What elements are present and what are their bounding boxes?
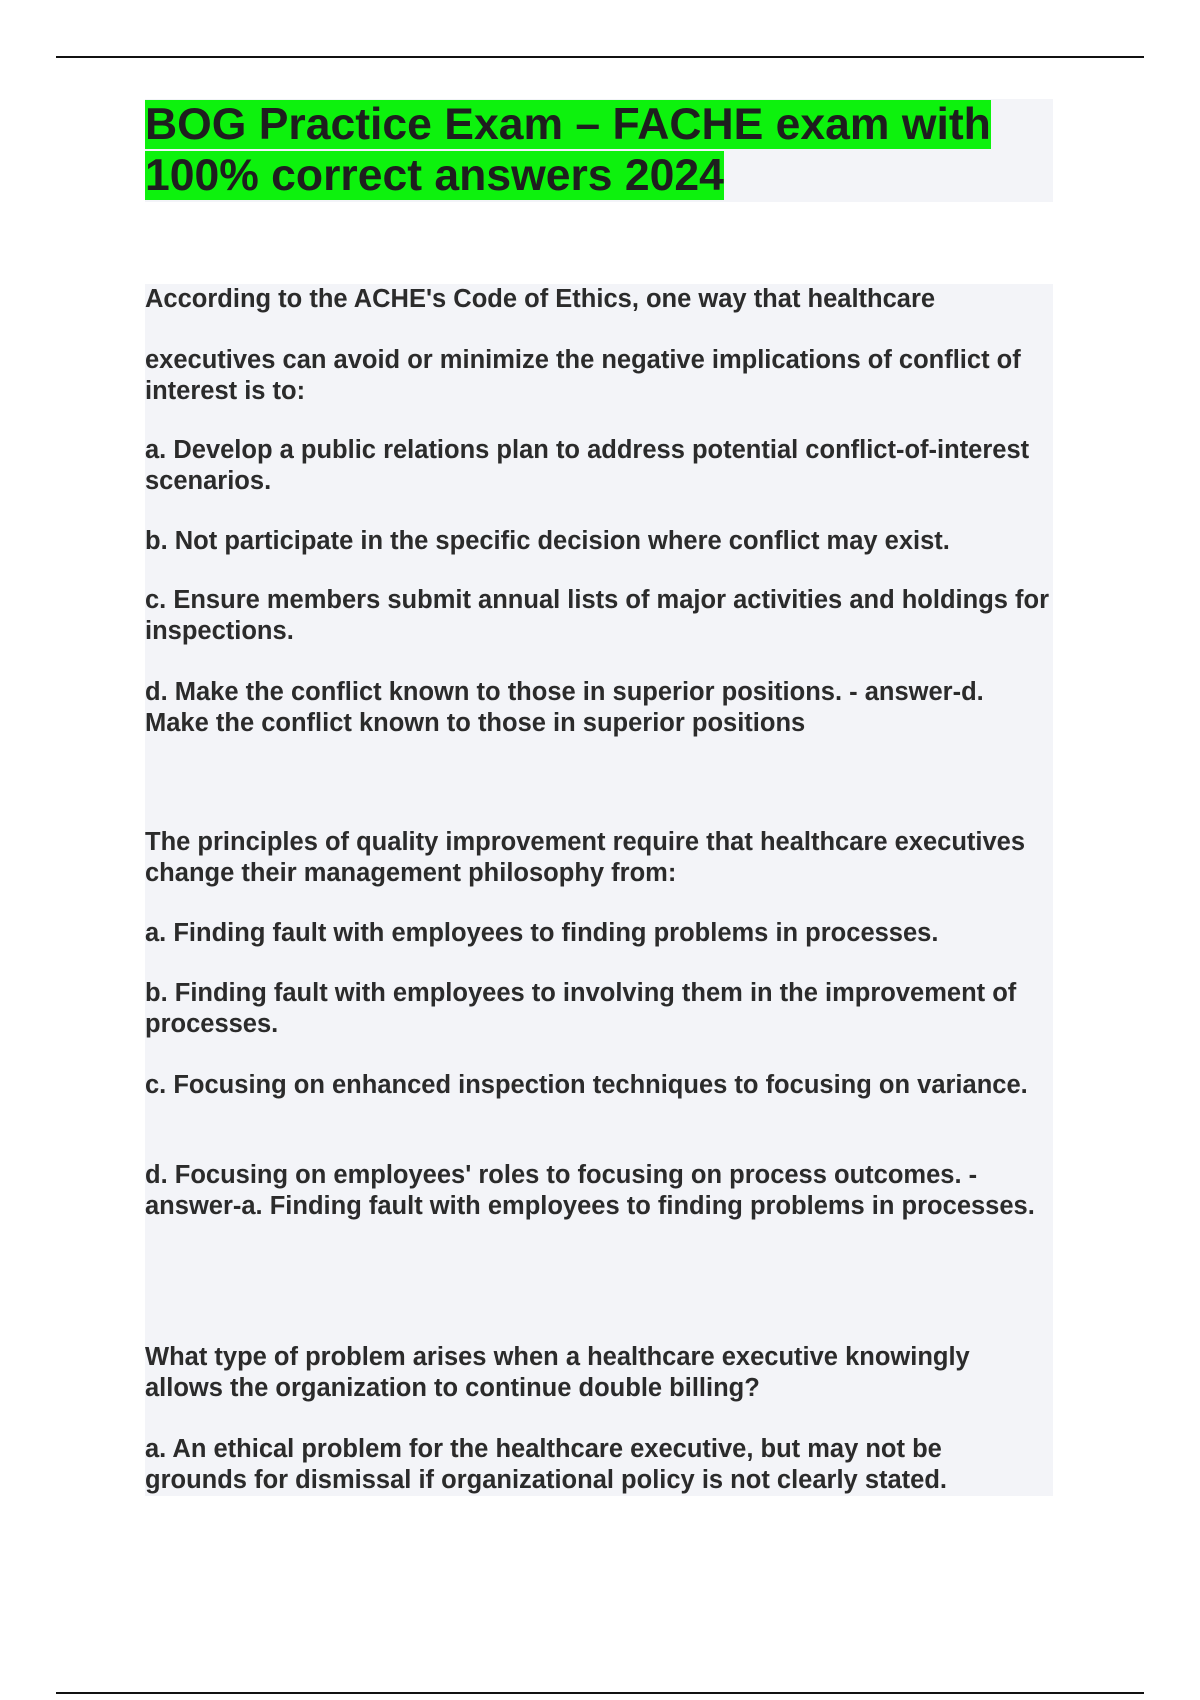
question-2-option-a: a. Finding fault with employees to finding problems in processes.	[145, 919, 939, 947]
bottom-rule	[56, 1692, 1144, 1694]
question-1-option-b: b. Not participate in the specific decision where conflict may exist.	[145, 527, 950, 555]
document-body	[145, 284, 1053, 1496]
question-1-stem-line-2: executives can avoid or minimize the negative implications of conflict of interest is to:	[145, 346, 1021, 405]
question-1-stem-line-1: According to the ACHE's Code of Ethics, one way that healthcare	[145, 285, 936, 313]
question-2-option-b: b. Finding fault with employees to involving them in the improvement of processes.	[145, 979, 1017, 1038]
question-1-option-d-answer: d. Make the conflict known to those in superior positions. - answer-d. Make the conflict known to those in superior positions	[145, 678, 984, 737]
question-1-option-c: c. Ensure members submit annual lists of major activities and holdings for inspections.	[145, 586, 1050, 645]
question-2-option-c: c. Focusing on enhanced inspection techniques to focusing on variance.	[145, 1071, 1028, 1099]
question-1-option-a: a. Develop a public relations plan to address potential conflict-of-interest scenarios.	[145, 436, 1030, 495]
title-highlight: BOG Practice Exam – FACHE exam with 100% correct answers 2024	[145, 100, 991, 200]
top-rule	[56, 56, 1144, 58]
question-2-option-d-answer: d. Focusing on employees' roles to focusing on process outcomes. - answer-a. Finding fault with employees to finding problems in processes.	[145, 1161, 1035, 1220]
document-title	[145, 99, 1053, 201]
question-2-stem: The principles of quality improvement require that healthcare executives change their management philosophy from:	[145, 828, 1026, 887]
title-block	[145, 99, 1053, 202]
question-3-stem: What type of problem arises when a healthcare executive knowingly allows the organization to continue double billing?	[145, 1343, 970, 1402]
question-3-option-a: a. An ethical problem for the healthcare executive, but may not be grounds for dismissal if organizational policy is not clearly stated.	[145, 1435, 948, 1494]
